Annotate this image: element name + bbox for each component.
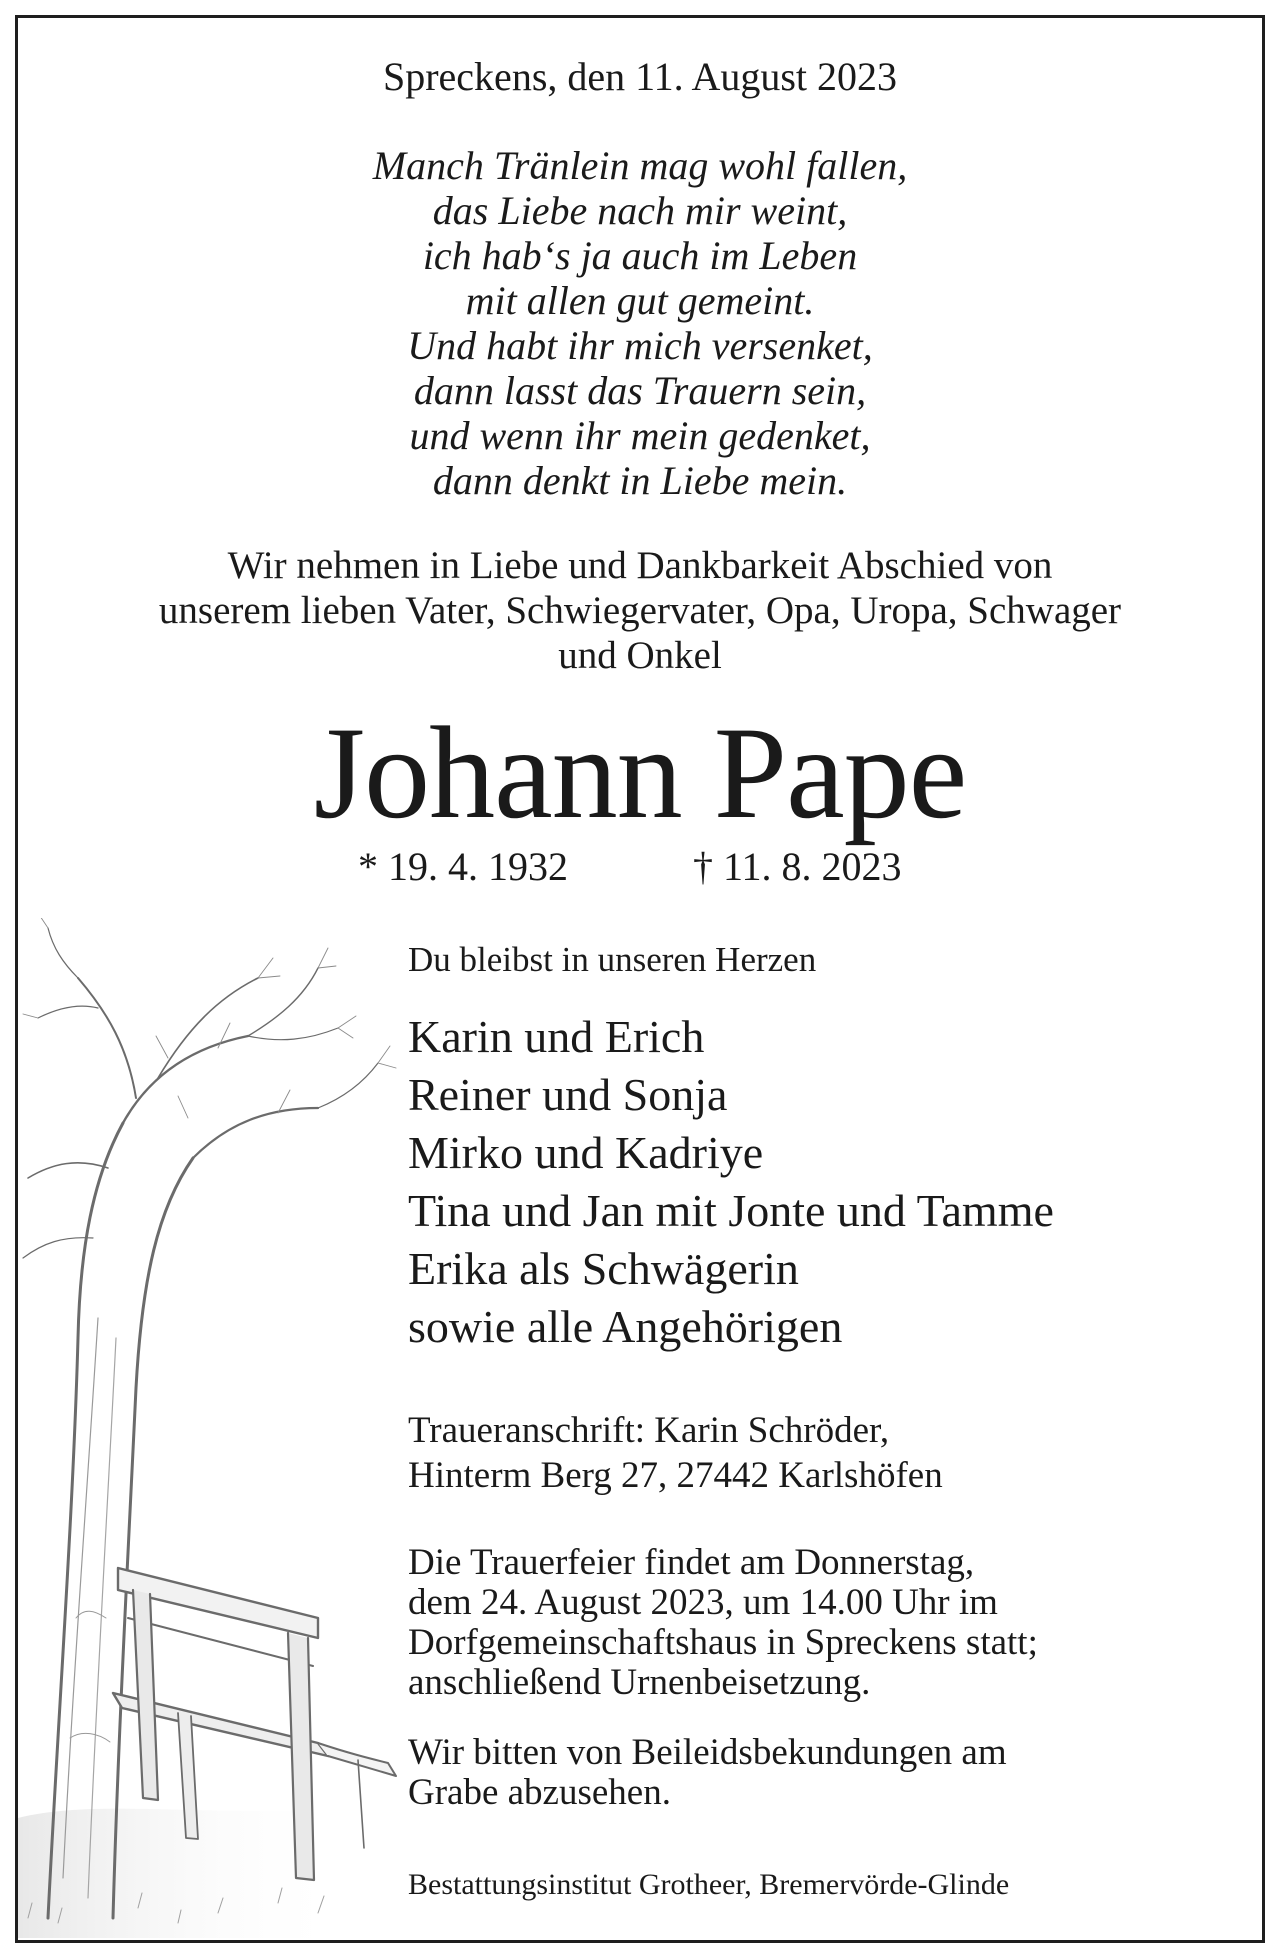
mourners-list (408, 1008, 1228, 1356)
funeral-home: Bestattungsinstitut Grotheer, Bremervörde-Glinde (408, 1868, 1010, 1901)
poem-line: und wenn ihr mein gedenket, (409, 413, 871, 458)
poem-line: dann lasst das Trauern sein, (413, 368, 867, 413)
condolence-request (408, 1733, 1228, 1813)
request-line: Grabe abzusehen. (408, 1772, 671, 1813)
ceremony-line: anschließend Urnenbeisetzung. (408, 1662, 871, 1703)
obituary-notice (15, 15, 1265, 1943)
mourner: Mirko und Kadriye (408, 1127, 764, 1178)
poem-line: dann denkt in Liebe mein. (432, 458, 848, 503)
ceremony-line: Die Trauerfeier findet am Donnerstag, (408, 1542, 975, 1583)
request-line: Wir bitten von Beileidsbekundungen am (408, 1732, 1007, 1773)
dateline: Spreckens, den 11. August 2023 (382, 54, 898, 99)
poem (18, 143, 1262, 503)
intro-line: unserem lieben Vater, Schwiegervater, Opa, Uropa, Schwager (158, 589, 1122, 632)
tree-and-bench-drawing-icon (18, 918, 438, 1938)
poem-line: ich hab‘s ja auch im Leben (422, 233, 858, 278)
ceremony-line: Dorfgemeinschaftshaus in Spreckens statt; (408, 1622, 1038, 1663)
remembrance-line: Du bleibst in unseren Herzen (408, 940, 817, 979)
mourner: Karin und Erich (408, 1011, 705, 1062)
birth-date: * 19. 4. 1932 (358, 844, 568, 889)
address-line: Hinterm Berg 27, 27442 Karlshöfen (408, 1455, 943, 1496)
poem-line: Manch Tränlein mag wohl fallen, (372, 143, 908, 188)
deceased-name: Johann Pape (313, 699, 967, 846)
mourner: Tina und Jan mit Jonte und Tamme (408, 1185, 1054, 1236)
intro-line: und Onkel (558, 634, 722, 677)
mourning-address (408, 1408, 1228, 1498)
funeral-ceremony-info (408, 1543, 1228, 1703)
address-line: Traueranschrift: Karin Schröder, (408, 1410, 890, 1451)
mourner: sowie alle Angehörigen (408, 1301, 843, 1352)
poem-line: Und habt ihr mich versenket, (407, 323, 873, 368)
poem-line: das Liebe nach mir weint, (432, 188, 848, 233)
farewell-intro (18, 543, 1262, 678)
mourner: Erika als Schwägerin (408, 1243, 799, 1294)
ceremony-line: dem 24. August 2023, um 14.00 Uhr im (408, 1582, 998, 1623)
mourner: Reiner und Sonja (408, 1069, 728, 1120)
intro-line: Wir nehmen in Liebe und Dankbarkeit Abschied von (227, 544, 1053, 587)
death-date: † 11. 8. 2023 (693, 844, 902, 889)
poem-line: mit allen gut gemeint. (465, 278, 815, 323)
